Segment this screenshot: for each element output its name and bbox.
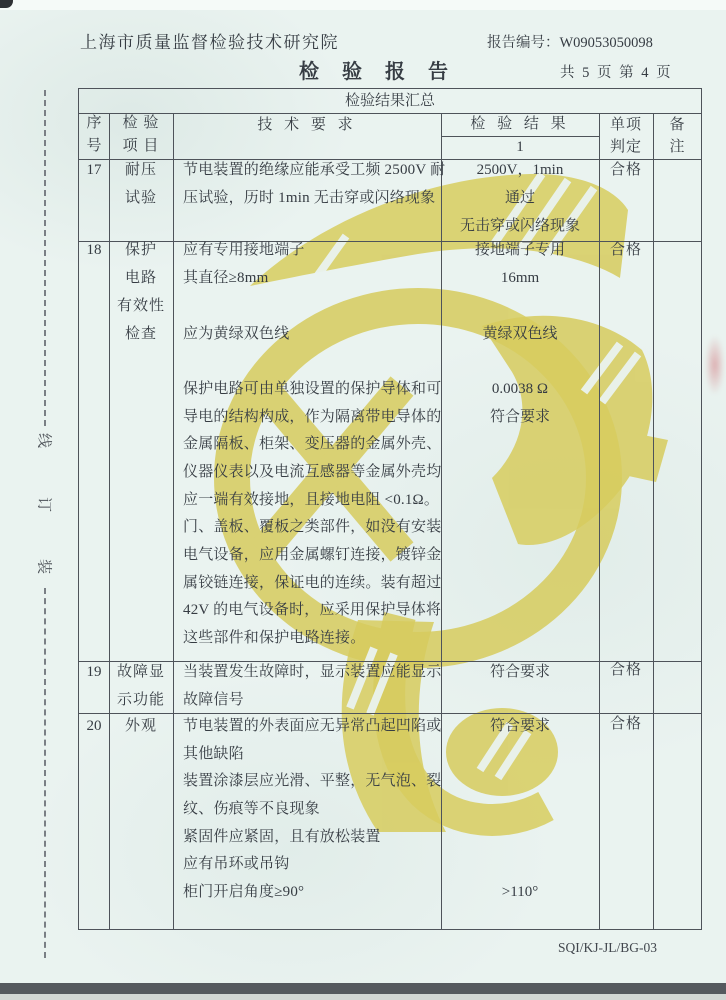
institute-name: 上海市质量监督检验技术研究院	[80, 33, 339, 52]
col-header-tech: 技 术 要 求	[257, 117, 357, 133]
tech-line: 门、盖板、覆板之类部件，如没有安装	[183, 519, 442, 535]
col-header-item: 检 验	[122, 115, 160, 131]
tech-line: 节电装置的绝缘应能承受工频 2500V 耐	[183, 162, 446, 178]
result-line: 黄绿双色线	[482, 326, 558, 342]
stamp-smudge	[698, 322, 726, 408]
result-line: 2500V，1min	[476, 162, 564, 178]
col-header-result-sub: 1	[516, 139, 524, 155]
verdict: 合格	[609, 662, 642, 678]
col-header-note: 备	[669, 117, 685, 133]
col-header-verdict: 单项	[609, 117, 642, 133]
col-header-result: 检 验 结 果	[470, 116, 570, 132]
tech-line: 紧固件应紧固，且有放松装置	[183, 829, 381, 845]
tech-line: 应有专用接地端子	[183, 242, 305, 258]
row-item: 有效性	[116, 298, 165, 314]
row-seq: 20	[86, 718, 102, 734]
results-table	[78, 88, 702, 930]
row-item: 故障显	[116, 664, 165, 680]
table-rule	[441, 136, 599, 137]
col-header-item: 项 目	[122, 138, 160, 154]
section-title: 检验结果汇总	[344, 93, 435, 109]
result-line: 通过	[504, 190, 535, 206]
row-seq: 17	[86, 162, 102, 178]
result-line: >110°	[501, 884, 539, 900]
result-line: 符合要求	[489, 718, 550, 734]
binding-char: 订	[35, 496, 52, 512]
tech-line: 纹、伤痕等不良现象	[183, 801, 320, 817]
result-line: 接地端子专用	[474, 242, 565, 258]
tech-line: 仪器仪表以及电流互感器等金属外壳均	[183, 464, 442, 480]
tech-line: 电气设备，应用金属螺钉连接，镀锌金	[183, 547, 442, 563]
result-line: 无击穿或闪络现象	[459, 218, 580, 234]
binding-dashed-line-bottom	[44, 588, 46, 958]
row-seq: 18	[86, 242, 102, 258]
tech-line: 装置涂漆层应光滑、平整，无气泡、裂	[183, 773, 442, 789]
row-item: 试验	[124, 190, 157, 206]
verdict: 合格	[609, 716, 642, 732]
result-line: 16mm	[500, 270, 540, 286]
binding-char: 装	[35, 558, 52, 574]
tech-line: 应有吊环或吊钩	[183, 856, 290, 872]
tech-line: 其直径≥8mm	[183, 270, 269, 286]
row-item: 保护	[124, 242, 157, 258]
row-item: 检查	[124, 326, 157, 342]
tech-line: 其他缺陷	[183, 746, 244, 762]
col-header-seq: 号	[86, 138, 102, 154]
table-rule	[109, 113, 110, 929]
scan-bottom-shadow	[0, 983, 726, 994]
table-rule	[653, 113, 654, 929]
tech-line: 这些部件和保护电路连接。	[183, 630, 366, 646]
scan-bottom-edge	[0, 994, 726, 1000]
tech-line: 柜门开启角度≥90°	[183, 884, 305, 900]
tech-line: 42V 的电气设备时，应采用保护导体将	[183, 602, 442, 618]
result-line: 符合要求	[489, 664, 550, 680]
verdict: 合格	[609, 242, 642, 258]
tech-line: 导电的结构构成，作为隔离带电导体的	[183, 409, 442, 425]
tech-line: 压试验，历时 1min 无击穿或闪络现象	[183, 190, 436, 206]
tech-line: 应一端有效接地，且接地电阻 <0.1Ω。	[183, 492, 440, 508]
row-item: 耐压	[124, 162, 157, 178]
tech-line: 节电装置的外表面应无异常凸起凹陷或	[183, 718, 442, 734]
col-header-verdict: 判定	[609, 139, 642, 155]
document-code: SQI/KJ-JL/BG-03	[558, 940, 658, 955]
col-header-seq: 序	[86, 115, 102, 131]
tech-line: 保护电路可由单独设置的保护导体和可	[183, 381, 442, 397]
tech-line: 当装置发生故障时，显示装置应能显示	[183, 664, 442, 680]
scan-top-edge	[0, 0, 726, 10]
row-seq: 19	[86, 664, 102, 680]
row-item: 外观	[124, 718, 157, 734]
binding-char: 线	[35, 432, 52, 448]
tech-line: 金属隔板、柜架、变压器的金属外壳、	[183, 436, 442, 452]
row-item: 电路	[124, 270, 157, 286]
result-line: 符合要求	[489, 409, 550, 425]
table-rule	[173, 113, 174, 929]
tech-line: 故障信号	[183, 692, 244, 708]
report-number: 报告编号：W09053050098	[487, 35, 653, 51]
tech-line: 属铰链连接，保证电的连续。装有超过	[183, 575, 442, 591]
document-title: 检 验 报 告	[299, 61, 457, 83]
verdict: 合格	[609, 162, 642, 178]
table-rule	[599, 113, 600, 929]
row-item: 示功能	[116, 692, 165, 708]
tech-line: 应为黄绿双色线	[183, 326, 290, 342]
binding-dashed-line-top	[44, 90, 46, 426]
page-count: 共 5 页 第 4 页	[560, 65, 673, 81]
col-header-note: 注	[669, 139, 685, 155]
result-line: 0.0038 Ω	[491, 381, 549, 397]
